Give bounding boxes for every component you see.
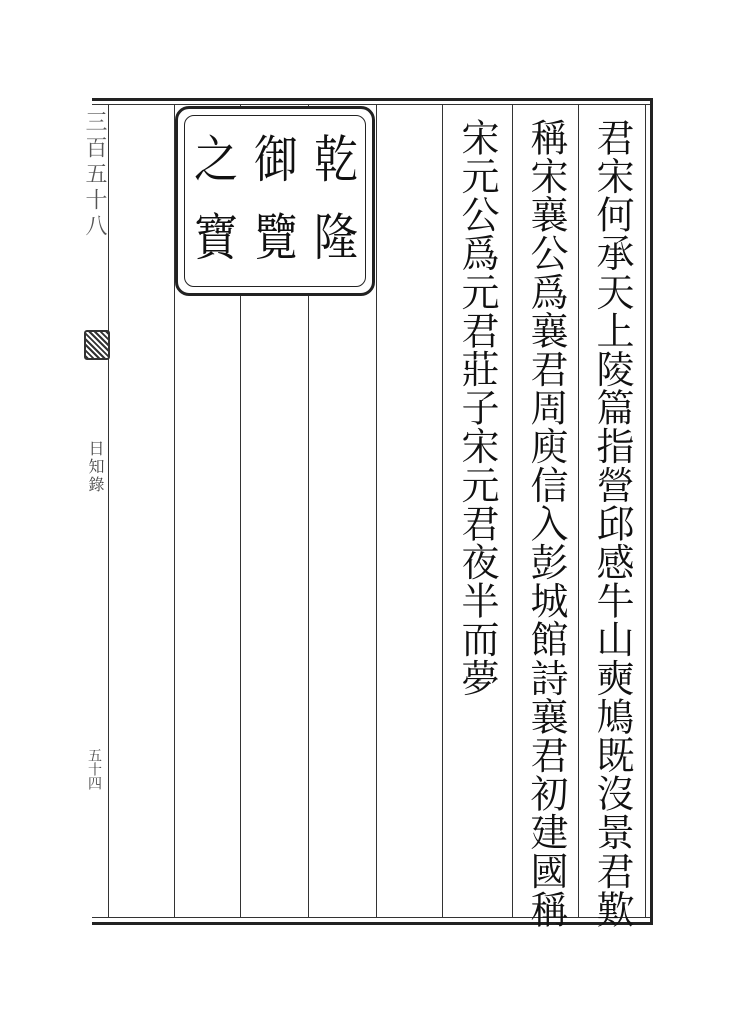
frame-right-inner-border (645, 104, 646, 918)
frame-bottom-border (92, 922, 652, 925)
seal-char: 之 (194, 130, 238, 190)
imperial-seal (175, 106, 375, 296)
fish-tail-mark (84, 330, 110, 360)
margin-book-title: 三百五十八 (82, 110, 107, 240)
margin-page-number: 五十四 (86, 748, 102, 790)
text-column-3: 宋元公爲元君莊子宋元君夜半而夢 (455, 118, 499, 697)
margin-section-title: 日知錄 (86, 440, 105, 494)
seal-char: 御 (254, 130, 298, 190)
frame-top-border (92, 98, 652, 101)
text-column-1: 君宋何承天上陵篇指營邱感牛山奭鳩既沒景君歎 (590, 118, 634, 929)
column-rule (376, 104, 377, 918)
seal-char: 乾 (314, 130, 358, 190)
seal-char: 寶 (194, 208, 238, 268)
seal-char: 隆 (314, 208, 358, 268)
frame-top-inner-border (92, 104, 652, 105)
column-rule (512, 104, 513, 918)
column-rule (442, 104, 443, 918)
text-column-2: 稱宋襄公爲襄君周庾信入彭城館詩襄君初建國稱 (524, 118, 568, 929)
frame-bottom-inner-border (92, 917, 652, 918)
frame-right-border (650, 98, 653, 925)
seal-char: 覽 (254, 208, 298, 268)
column-rule (578, 104, 579, 918)
